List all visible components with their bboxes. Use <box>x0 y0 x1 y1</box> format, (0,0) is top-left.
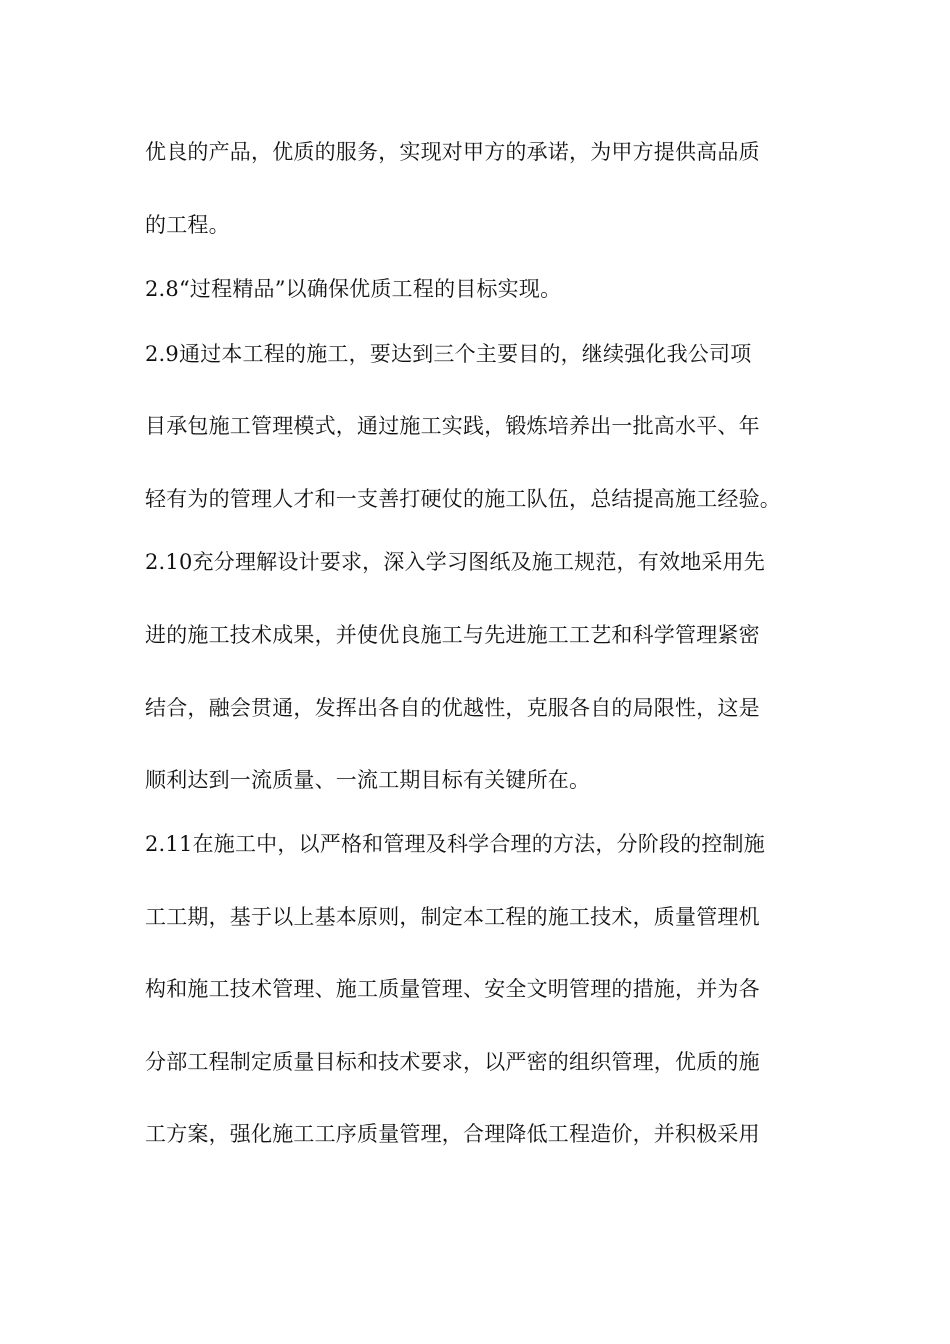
text-line: 2.9通过本工程的施工，要达到三个主要目的，继续强化我公司项 <box>145 342 752 366</box>
text-line: 2.10充分理解设计要求，深入学习图纸及施工规范，有效地采用先 <box>145 550 765 574</box>
text-line: 分部工程制定质量目标和技术要求，以严密的组织管理，优质的施 <box>145 1050 760 1074</box>
text-line: 顺利达到一流质量、一流工期目标有关键所在。 <box>145 768 591 792</box>
text-line: 工方案，强化施工工序质量管理，合理降低工程造价，并积极采用 <box>145 1122 760 1146</box>
text-line: 结合，融会贯通，发挥出各自的优越性，克服各自的局限性，这是 <box>145 696 760 720</box>
text-line: 的工程。 <box>145 213 230 237</box>
text-line: 轻有为的管理人才和一支善打硬仗的施工队伍，总结提高施工经验。 <box>145 487 781 511</box>
text-line: 2.8“过程精品”以确保优质工程的目标实现。 <box>145 277 562 301</box>
text-line: 工工期，基于以上基本原则，制定本工程的施工技术，质量管理机 <box>145 905 760 929</box>
text-line: 优良的产品，优质的服务，实现对甲方的承诺，为甲方提供高品质 <box>145 140 760 164</box>
text-line: 进的施工技术成果，并使优良施工与先进施工工艺和科学管理紧密 <box>145 623 760 647</box>
text-line: 构和施工技术管理、施工质量管理、安全文明管理的措施，并为各 <box>145 977 760 1001</box>
text-line: 目承包施工管理模式，通过施工实践，锻炼培养出一批高水平、年 <box>145 414 760 438</box>
text-line: 2.11在施工中，以严格和管理及科学合理的方法，分阶段的控制施 <box>145 832 765 856</box>
